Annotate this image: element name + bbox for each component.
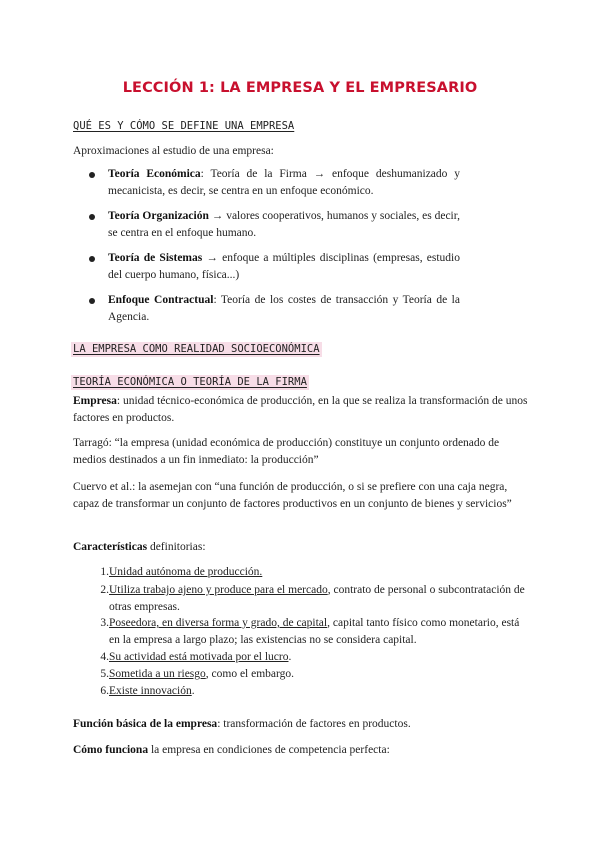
list-item bbox=[109, 649, 529, 666]
list-item-rest: . bbox=[288, 651, 292, 663]
caracteristicas-text: definitorias: bbox=[147, 541, 206, 553]
list-item-rest: , contrato de personal o subcontratación de otras empresas. bbox=[109, 584, 525, 613]
section-heading-teoria: TEORÍA ECONÓMICA O TEORÍA DE LA FIRMA bbox=[73, 376, 307, 388]
list-number: 1. bbox=[100, 566, 109, 578]
list-number: 2. bbox=[100, 584, 109, 596]
list-item bbox=[109, 564, 529, 581]
tarrago-quote: Tarragó: “la empresa (unidad económica de producción) constituye un conjunto ordenado de medios destinados a un fin inmediato: la producción” bbox=[73, 437, 500, 466]
bullet-item bbox=[108, 208, 460, 241]
bullet-term: Enfoque Contractual bbox=[108, 294, 214, 306]
bullet-term: Teoría de Sistemas bbox=[108, 252, 203, 264]
list-item-rest: . bbox=[191, 685, 195, 697]
como-term: Cómo funciona bbox=[73, 744, 149, 756]
list-item-rest: , capital tanto físico como monetario, está en la empresa a largo plazo; las existencias no se considera capital. bbox=[109, 617, 520, 646]
list-item-rest: , como el embargo. bbox=[205, 668, 295, 680]
empresa-definition bbox=[73, 393, 533, 426]
list-item-underlined: Poseedora, en diversa forma y grado, de capital bbox=[109, 617, 328, 629]
caracteristicas-term: Características bbox=[73, 541, 148, 553]
list-item-underlined: Sometida a un riesgo bbox=[109, 668, 206, 680]
bullet-icon bbox=[89, 256, 95, 262]
list-number: 4. bbox=[100, 651, 109, 663]
list-number: 3. bbox=[100, 617, 109, 629]
list-item-underlined: Unidad autónoma de producción. bbox=[109, 566, 263, 578]
section-heading-realidad: LA EMPRESA COMO REALIDAD SOCIOECONÓMICA bbox=[73, 343, 320, 355]
list-number: 5. bbox=[100, 668, 109, 680]
bullet-term: Teoría Organización bbox=[108, 210, 209, 222]
bullet-item bbox=[108, 166, 460, 199]
funcion-text: : transformación de factores en productos. bbox=[217, 718, 411, 730]
empresa-text: : unidad técnico-económica de producción, en la que se realiza la transformación de unos factores en productos. bbox=[73, 395, 528, 424]
bullet-text: : Teoría de los costes de transacción y Teoría de la Agencia. bbox=[108, 294, 460, 323]
como-text: la empresa en condiciones de competencia perfecta: bbox=[148, 744, 390, 756]
list-item bbox=[109, 615, 529, 648]
bullet-icon bbox=[89, 172, 95, 178]
list-number: 6. bbox=[100, 685, 109, 697]
como-funciona bbox=[73, 742, 390, 759]
cuervo-quote: Cuervo et al.: la asemejan con “una función de producción, o si se prefiere con una caja negra, capaz de transformar un conjunto de factores productivos en un conjunto de bienes y servicios” bbox=[73, 481, 512, 510]
list-item-underlined: Existe innovación bbox=[109, 685, 192, 697]
intro-text: Aproximaciones al estudio de una empresa: bbox=[73, 145, 274, 157]
bullet-term: Teoría Económica bbox=[108, 168, 201, 180]
list-item-underlined: Su actividad está motivada por el lucro bbox=[109, 651, 289, 663]
bullet-text: : Teoría de la Firma → enfoque deshumanizado y mecanicista, es decir, se centra en un enfoque económico. bbox=[108, 168, 460, 197]
bullet-text: → valores cooperativos, humanos y sociales, es decir, se centra en el enfoque humano. bbox=[108, 210, 460, 239]
bullet-text: → enfoque a múltiples disciplinas (empresas, estudio del cuerpo humano, física...) bbox=[108, 252, 460, 281]
list-item bbox=[109, 666, 529, 683]
funcion-basica bbox=[73, 716, 411, 733]
section-heading-que-es: QUÉ ES Y CÓMO SE DEFINE UNA EMPRESA bbox=[73, 120, 295, 132]
empresa-term: Empresa bbox=[73, 395, 117, 407]
bullet-item bbox=[108, 292, 460, 325]
list-item-underlined: Utiliza trabajo ajeno y produce para el mercado bbox=[109, 584, 328, 596]
bullet-icon bbox=[89, 298, 95, 304]
list-item bbox=[109, 683, 529, 700]
list-item bbox=[109, 582, 529, 615]
page-title: LECCIÓN 1: LA EMPRESA Y EL EMPRESARIO bbox=[122, 80, 478, 96]
caracteristicas-label bbox=[73, 539, 206, 556]
funcion-term: Función básica de la empresa bbox=[73, 718, 218, 730]
bullet-icon bbox=[89, 214, 95, 220]
bullet-item bbox=[108, 250, 460, 283]
